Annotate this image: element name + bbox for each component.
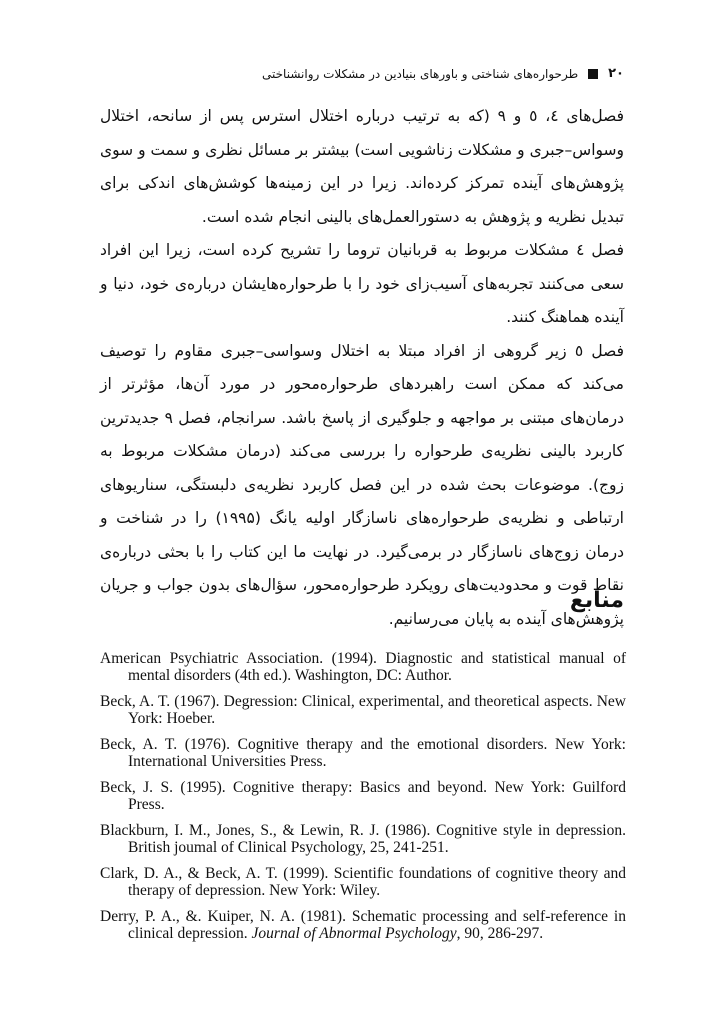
reference-item: Beck, A. T. (1967). Degression: Clinical, experimental, and theoretical aspects. New York: Hoeber. [100,693,626,727]
references-heading: منابع [569,588,624,613]
reference-item: Beck, J. S. (1995). Cognitive therapy: Basics and beyond. New York: Guilford Press. [100,779,626,813]
reference-item: American Psychiatric Association. (1994). Diagnostic and statistical manual of mental disorders (4th ed.). Washington, DC: Author. [100,650,626,684]
body-text [100,100,624,636]
reference-text: , 90, 286-297. [456,925,544,942]
journal-title: Journal of Abnormal Psychology [251,925,457,942]
body-paragraph: فصل‌های ٤، ٥ و ٩ (که به ترتیب درباره اختلال استرس پس از سانحه، اختلال وسواس–جبری و مشکلات زناشویی است) بیشتر بر مسائل نظری و سمت و سوی پژوهش‌های آینده تمرکز کرده‌اند. زیرا در این زمینه‌ها کوشش‌های اندکی برای تبدیل نظریه و پژوهش به دستورالعمل‌های بالینی انجام شده است. [100,107,625,226]
reference-item: Clark, D. A., & Beck, A. T. (1999). Scientific foundations of cognitive theory and therapy of depression. New York: Wiley. [100,865,626,899]
reference-item: Blackburn, I. M., Jones, S., & Lewin, R. J. (1986). Cognitive style in depression. British joumal of Clinical Psychology, 25, 241-251. [100,822,626,856]
header-square-icon [588,69,598,79]
references-list [100,650,626,951]
running-header [96,66,624,81]
body-paragraph: فصل ٥ زیر گروهی از افراد مبتلا به اختلال وسواسی–جبری مقاوم را توصیف می‌کند که ممکن است راهبردهای طرحواره‌محور در مورد آن‌ها، مؤثرتر از درمان‌های مبتنی بر مواجهه و جلوگیری از پاسخ باشد. سرانجام، فصل ۹ جدیدترین کاربرد بالینی نظریه‌ی طرحواره را بررسی می‌کند (درمان مشکلات مربوط به زوج). موضوعات بحث شده در این فصل کاربرد نظریه‌ی دلبستگی، سناریوهای ارتباطی و نظریه‌ی طرحواره‌های ناسازگار اولیه یانگ (۱۹۹۵) را در شناخت و درمان زوج‌های ناسازگار در برمی‌گیرد. در نهایت ما این کتاب را با بحثی درباره‌ی نقاط قوت و محدودیت‌های رویکرد طرحواره‌محور، سؤال‌های بدون جواب و جریان پژوهش‌های آینده به پایان می‌رسانیم. [100,341,624,628]
body-paragraph: فصل ٤ مشکلات مربوط به قربانیان تروما را تشریح کرده است، زیرا این افراد سعی می‌کنند تجربه‌های آسیب‌زای خود را با طرحواره‌هایشان درباره‌ی خود، دنیا و آینده هماهنگ کنند. [100,241,624,326]
page-number: ۲۰ [608,66,624,81]
reference-text: Derry, P. A., &. Kuiper, N. A. (1981). Schematic processing and self-reference in clinical depression. [100,908,626,942]
reference-item: Beck, A. T. (1976). Cognitive therapy and the emotional disorders. New York: International Universities Press. [100,736,626,770]
reference-item [100,908,626,942]
running-title: طرحواره‌های شناختی و باورهای بنیادین در مشکلات روانشناختی [262,66,579,81]
